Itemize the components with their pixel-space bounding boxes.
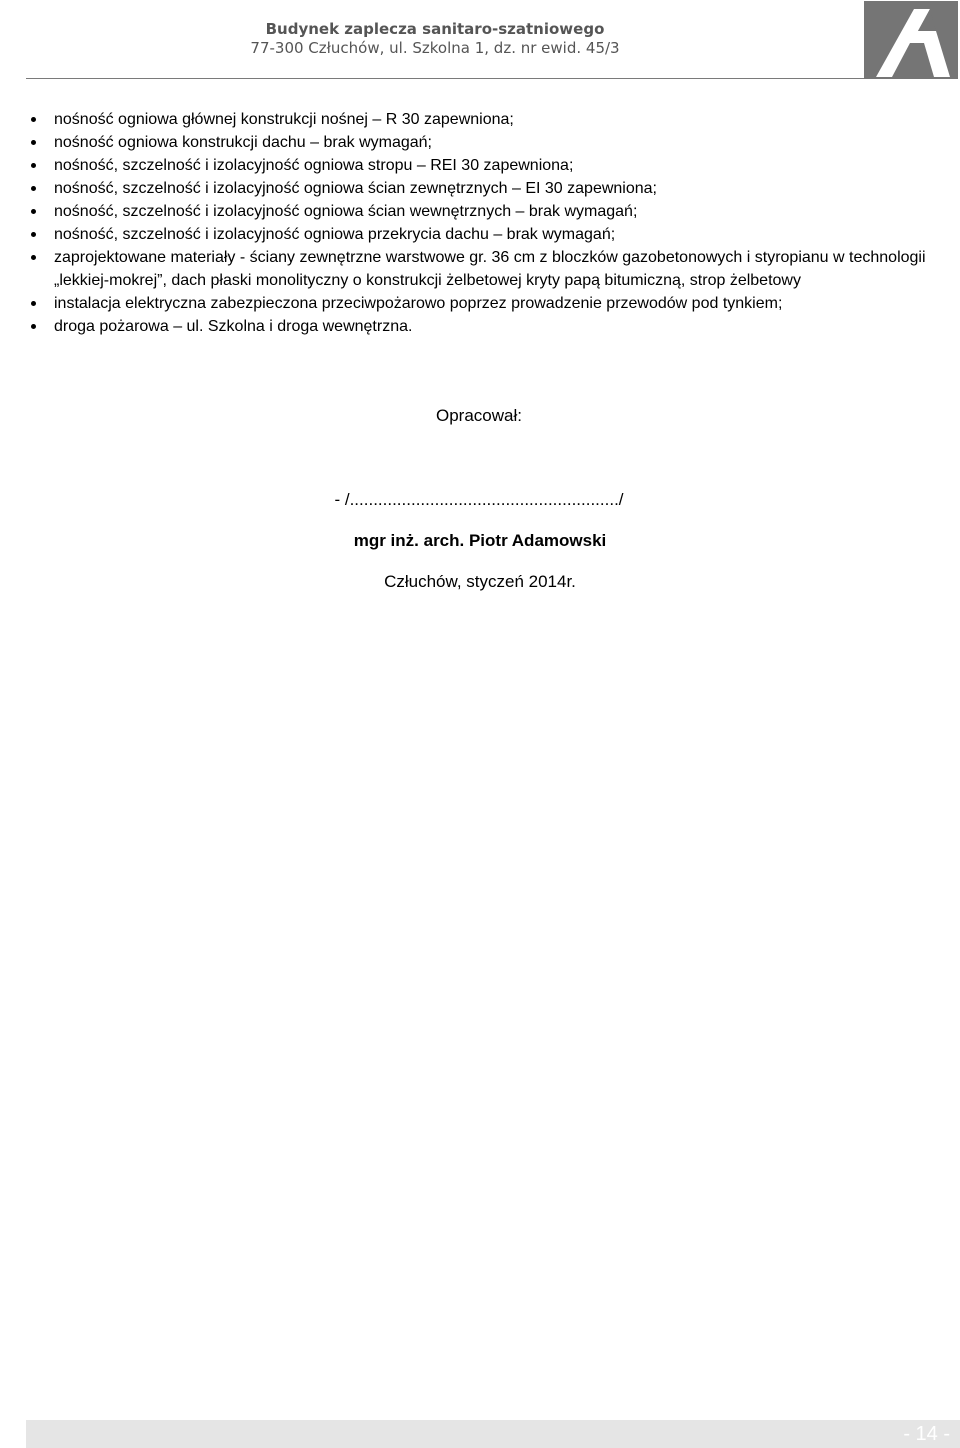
- bullet-icon: [31, 186, 36, 191]
- list-item: zaprojektowane materiały - ściany zewnętrzne warstwowe gr. 36 cm z bloczków gazobetonowych i styropianu w technologii „lekkiej-mokrej”, dach płaski monolityczny o konstrukcji żelbetowej kryty papą bitumiczną, strop żelbetowy: [26, 246, 960, 292]
- bullet-icon: [31, 255, 36, 260]
- list-item: nośność, szczelność i izolacyjność ogniowa stropu – REI 30 zapewniona;: [26, 154, 960, 177]
- bullet-icon: [31, 232, 36, 237]
- list-item: instalacja elektryczna zabezpieczona przeciwpożarowo poprzez prowadzenie przewodów pod tynkiem;: [26, 292, 960, 315]
- list-item: droga pożarowa – ul. Szkolna i droga wewnętrzna.: [26, 315, 960, 338]
- page-header: [0, 0, 960, 82]
- page-number: - 14 -: [903, 1423, 950, 1445]
- header-divider: [26, 78, 864, 79]
- signature-line: - /........................................................./: [334, 490, 624, 509]
- architect-logo-icon: [864, 1, 958, 79]
- header-title: Budynek zaplecza sanitaro-szatniowego: [265, 20, 605, 38]
- fire-safety-list: [26, 108, 960, 338]
- bullet-icon: [31, 117, 36, 122]
- list-item: nośność, szczelność i izolacyjność ogniowa ścian wewnętrznych – brak wymagań;: [26, 200, 960, 223]
- prepared-by-label: Opracował:: [436, 406, 522, 425]
- bullet-icon: [31, 163, 36, 168]
- list-item: nośność ogniowa głównej konstrukcji nośnej – R 30 zapewniona;: [26, 108, 960, 131]
- list-item: nośność, szczelność i izolacyjność ogniowa ścian zewnętrznych – EI 30 zapewniona;: [26, 177, 960, 200]
- bullet-icon: [31, 140, 36, 145]
- list-item: nośność, szczelność i izolacyjność ogniowa przekrycia dachu – brak wymagań;: [26, 223, 960, 246]
- bullet-icon: [31, 324, 36, 329]
- header-address: 77-300 Człuchów, ul. Szkolna 1, dz. nr ewid. 45/3: [250, 39, 620, 57]
- page-footer: [26, 1420, 960, 1448]
- bullet-icon: [31, 209, 36, 214]
- place-and-date: Człuchów, styczeń 2014r.: [384, 572, 576, 591]
- list-item: nośność ogniowa konstrukcji dachu – brak wymagań;: [26, 131, 960, 154]
- bullet-icon: [31, 301, 36, 306]
- author-name: mgr inż. arch. Piotr Adamowski: [353, 531, 607, 550]
